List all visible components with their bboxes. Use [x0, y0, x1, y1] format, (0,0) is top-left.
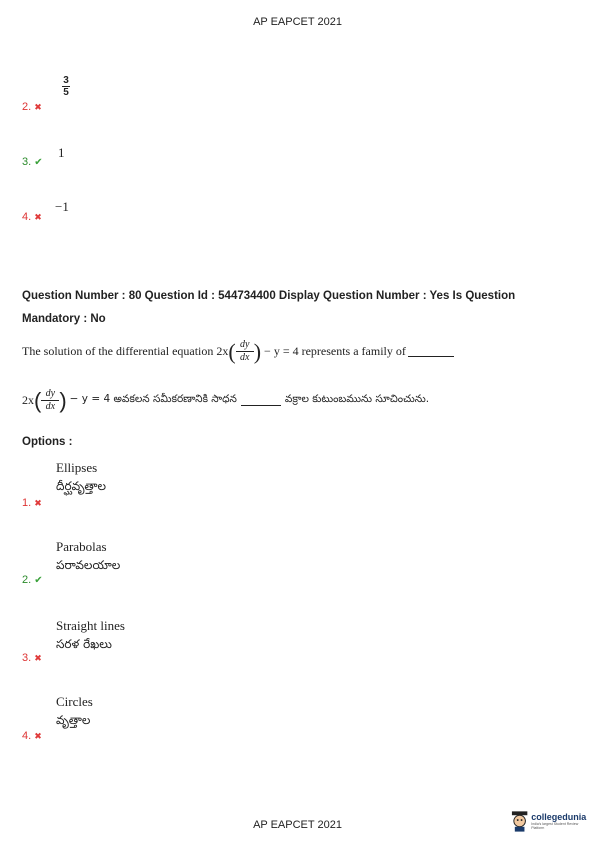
cross-icon: ✖ — [34, 731, 42, 741]
option-3-value: 1 — [58, 145, 65, 160]
left-paren: ( — [34, 387, 42, 413]
option-4-value: −1 — [55, 199, 69, 214]
option-number: 1. — [22, 497, 32, 509]
derivative-numerator: dy — [239, 339, 250, 350]
option-1-label — [22, 493, 42, 511]
option-number: 4. — [22, 211, 32, 223]
mascot-icon — [510, 810, 529, 832]
option-text-te: దీర్ఘవృత్తాల — [56, 479, 107, 493]
option-4-content — [56, 694, 93, 730]
option-text-en: Parabolas — [56, 539, 107, 554]
option-1-content — [56, 460, 106, 496]
option-4-label — [22, 207, 42, 225]
question-statement-en — [22, 340, 454, 363]
derivative-denominator: dx — [45, 401, 56, 412]
option-number: 2. — [22, 574, 32, 586]
option-4-label — [22, 726, 42, 744]
logo-tagline: India's largest Student Review Platform — [531, 822, 579, 830]
cross-icon: ✖ — [34, 102, 42, 112]
options-heading: Options : — [22, 436, 73, 448]
option-2-label — [22, 97, 42, 115]
option-text-en: Circles — [56, 694, 93, 709]
page-header: AP EAPCET 2021 — [253, 16, 342, 28]
option-2-label — [22, 570, 43, 588]
option-text-en: Ellipses — [56, 460, 98, 475]
cross-icon: ✖ — [34, 653, 42, 663]
option-3-label — [22, 152, 43, 170]
derivative-fraction — [236, 340, 254, 363]
option-text-en: Straight lines — [56, 618, 125, 633]
option-2-content — [56, 539, 120, 575]
question-meta — [22, 285, 577, 331]
left-paren: ( — [228, 338, 236, 364]
option-text-te: పరావలయాల — [56, 558, 121, 572]
option-text-te: సరళ రేఖలు — [56, 637, 112, 651]
derivative-denominator: dx — [239, 352, 250, 363]
answer-blank — [241, 395, 281, 406]
right-paren: ) — [59, 387, 67, 413]
option-3-content — [56, 618, 125, 654]
derivative-numerator: dy — [45, 388, 56, 399]
option-number: 3. — [22, 156, 32, 168]
option-number: 2. — [22, 101, 32, 113]
logo-name: collegedunia — [531, 812, 587, 822]
collegedunia-logo — [510, 808, 590, 834]
option-3-label — [22, 648, 42, 666]
check-icon: ✔ — [34, 575, 43, 586]
statement-te-suffix: వక్రాల కుటుంబమును సూచించును. — [284, 393, 430, 405]
option-text-te: వృత్తాల — [56, 713, 91, 727]
cross-icon: ✖ — [34, 498, 42, 508]
fraction-denominator: 5 — [63, 87, 69, 98]
statement-te-mid: − y = 4 అవకలన సమీకరణానికి సాధన — [69, 393, 237, 405]
right-paren: ) — [253, 338, 262, 364]
statement-te-prefix: 2x — [22, 393, 34, 407]
option-2-fraction — [62, 70, 70, 98]
question-meta-line1: Question Number : 80 Question Id : 544734400 Display Question Number : Yes Is Question — [22, 290, 516, 302]
statement-suffix: − y = 4 represents a family of — [264, 344, 406, 358]
statement-prefix: The solution of the differential equation 2x — [22, 344, 229, 358]
question-statement-te — [22, 389, 429, 412]
derivative-fraction — [41, 389, 59, 412]
option-number: 4. — [22, 730, 32, 742]
option-number: 3. — [22, 652, 32, 664]
cross-icon: ✖ — [34, 212, 42, 222]
check-icon: ✔ — [34, 157, 43, 168]
answer-blank — [408, 346, 454, 357]
fraction-numerator: 3 — [63, 75, 69, 86]
question-meta-line2: Mandatory : No — [22, 313, 106, 325]
page-footer: AP EAPCET 2021 — [253, 819, 342, 831]
